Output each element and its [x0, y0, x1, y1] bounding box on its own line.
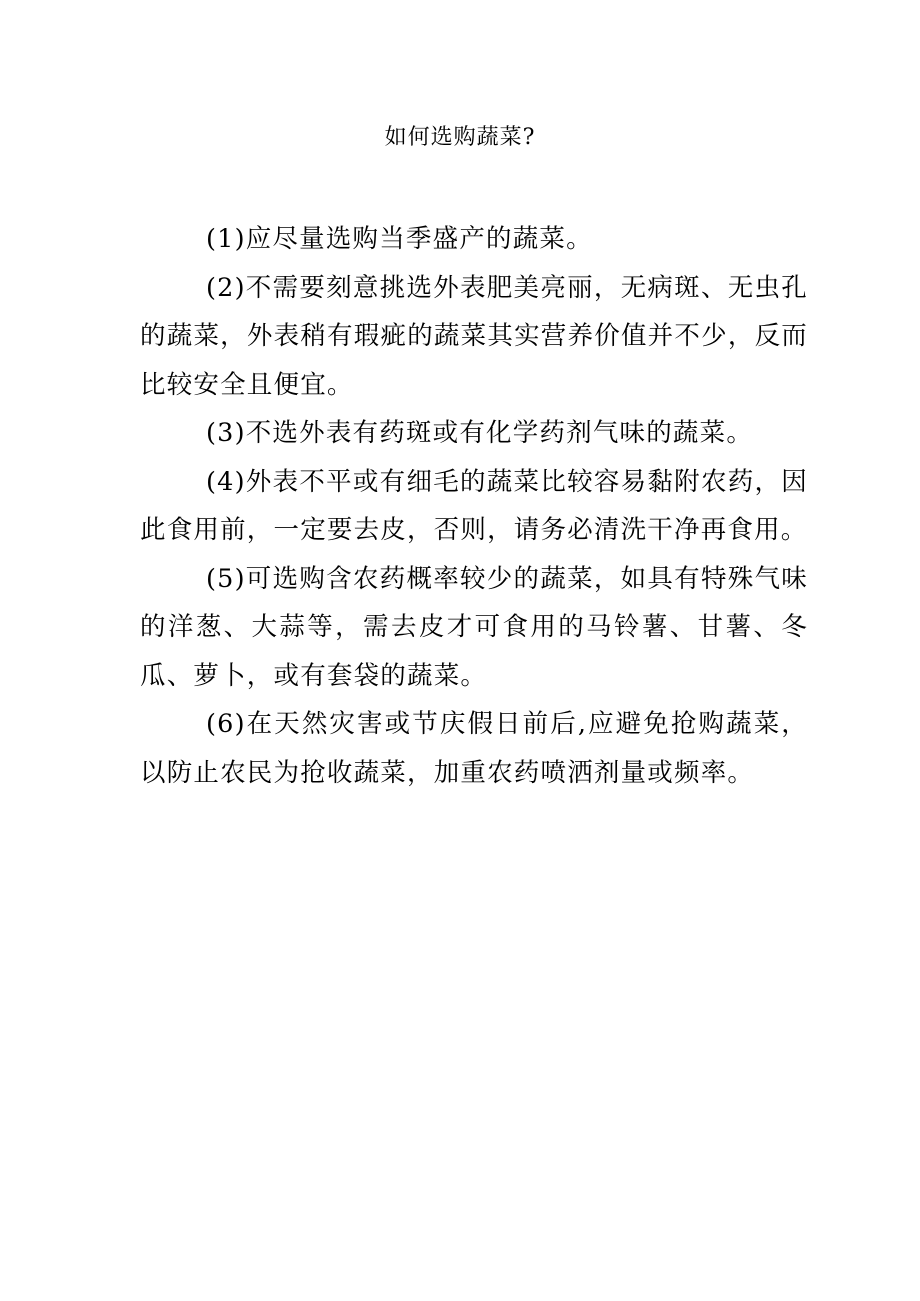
paragraph-1: (1)应尽量选购当季盛产的蔬菜。	[206, 224, 593, 254]
paragraph-3: (3)不选外表有药斑或有化学药剂气味的蔬菜。	[206, 418, 754, 448]
document-body	[140, 215, 808, 797]
paragraph-6: (6)在天然灾害或节庆假日前后,应避免抢购蔬菜，以防止农民为抢收蔬菜，加重农药喷洒剂量或频率。	[140, 709, 808, 788]
paragraph-2: (2)不需要刻意挑选外表肥美亮丽，无病斑、无虫孔的蔬菜，外表稍有瑕疵的蔬菜其实营养价值并不少，反而比较安全且便宜。	[140, 272, 808, 400]
document-title: 如何选购蔬菜?	[384, 125, 536, 150]
paragraph-4: (4)外表不平或有细毛的蔬菜比较容易黏附农药，因此食用前，一定要去皮，否则，请务必清洗干净再食用。	[140, 466, 808, 545]
paragraph-5: (5)可选购含农药概率较少的蔬菜，如具有特殊气味的洋葱、大蒜等，需去皮才可食用的马铃薯、甘薯、冬瓜、萝卜，或有套袋的蔬菜。	[140, 563, 808, 691]
